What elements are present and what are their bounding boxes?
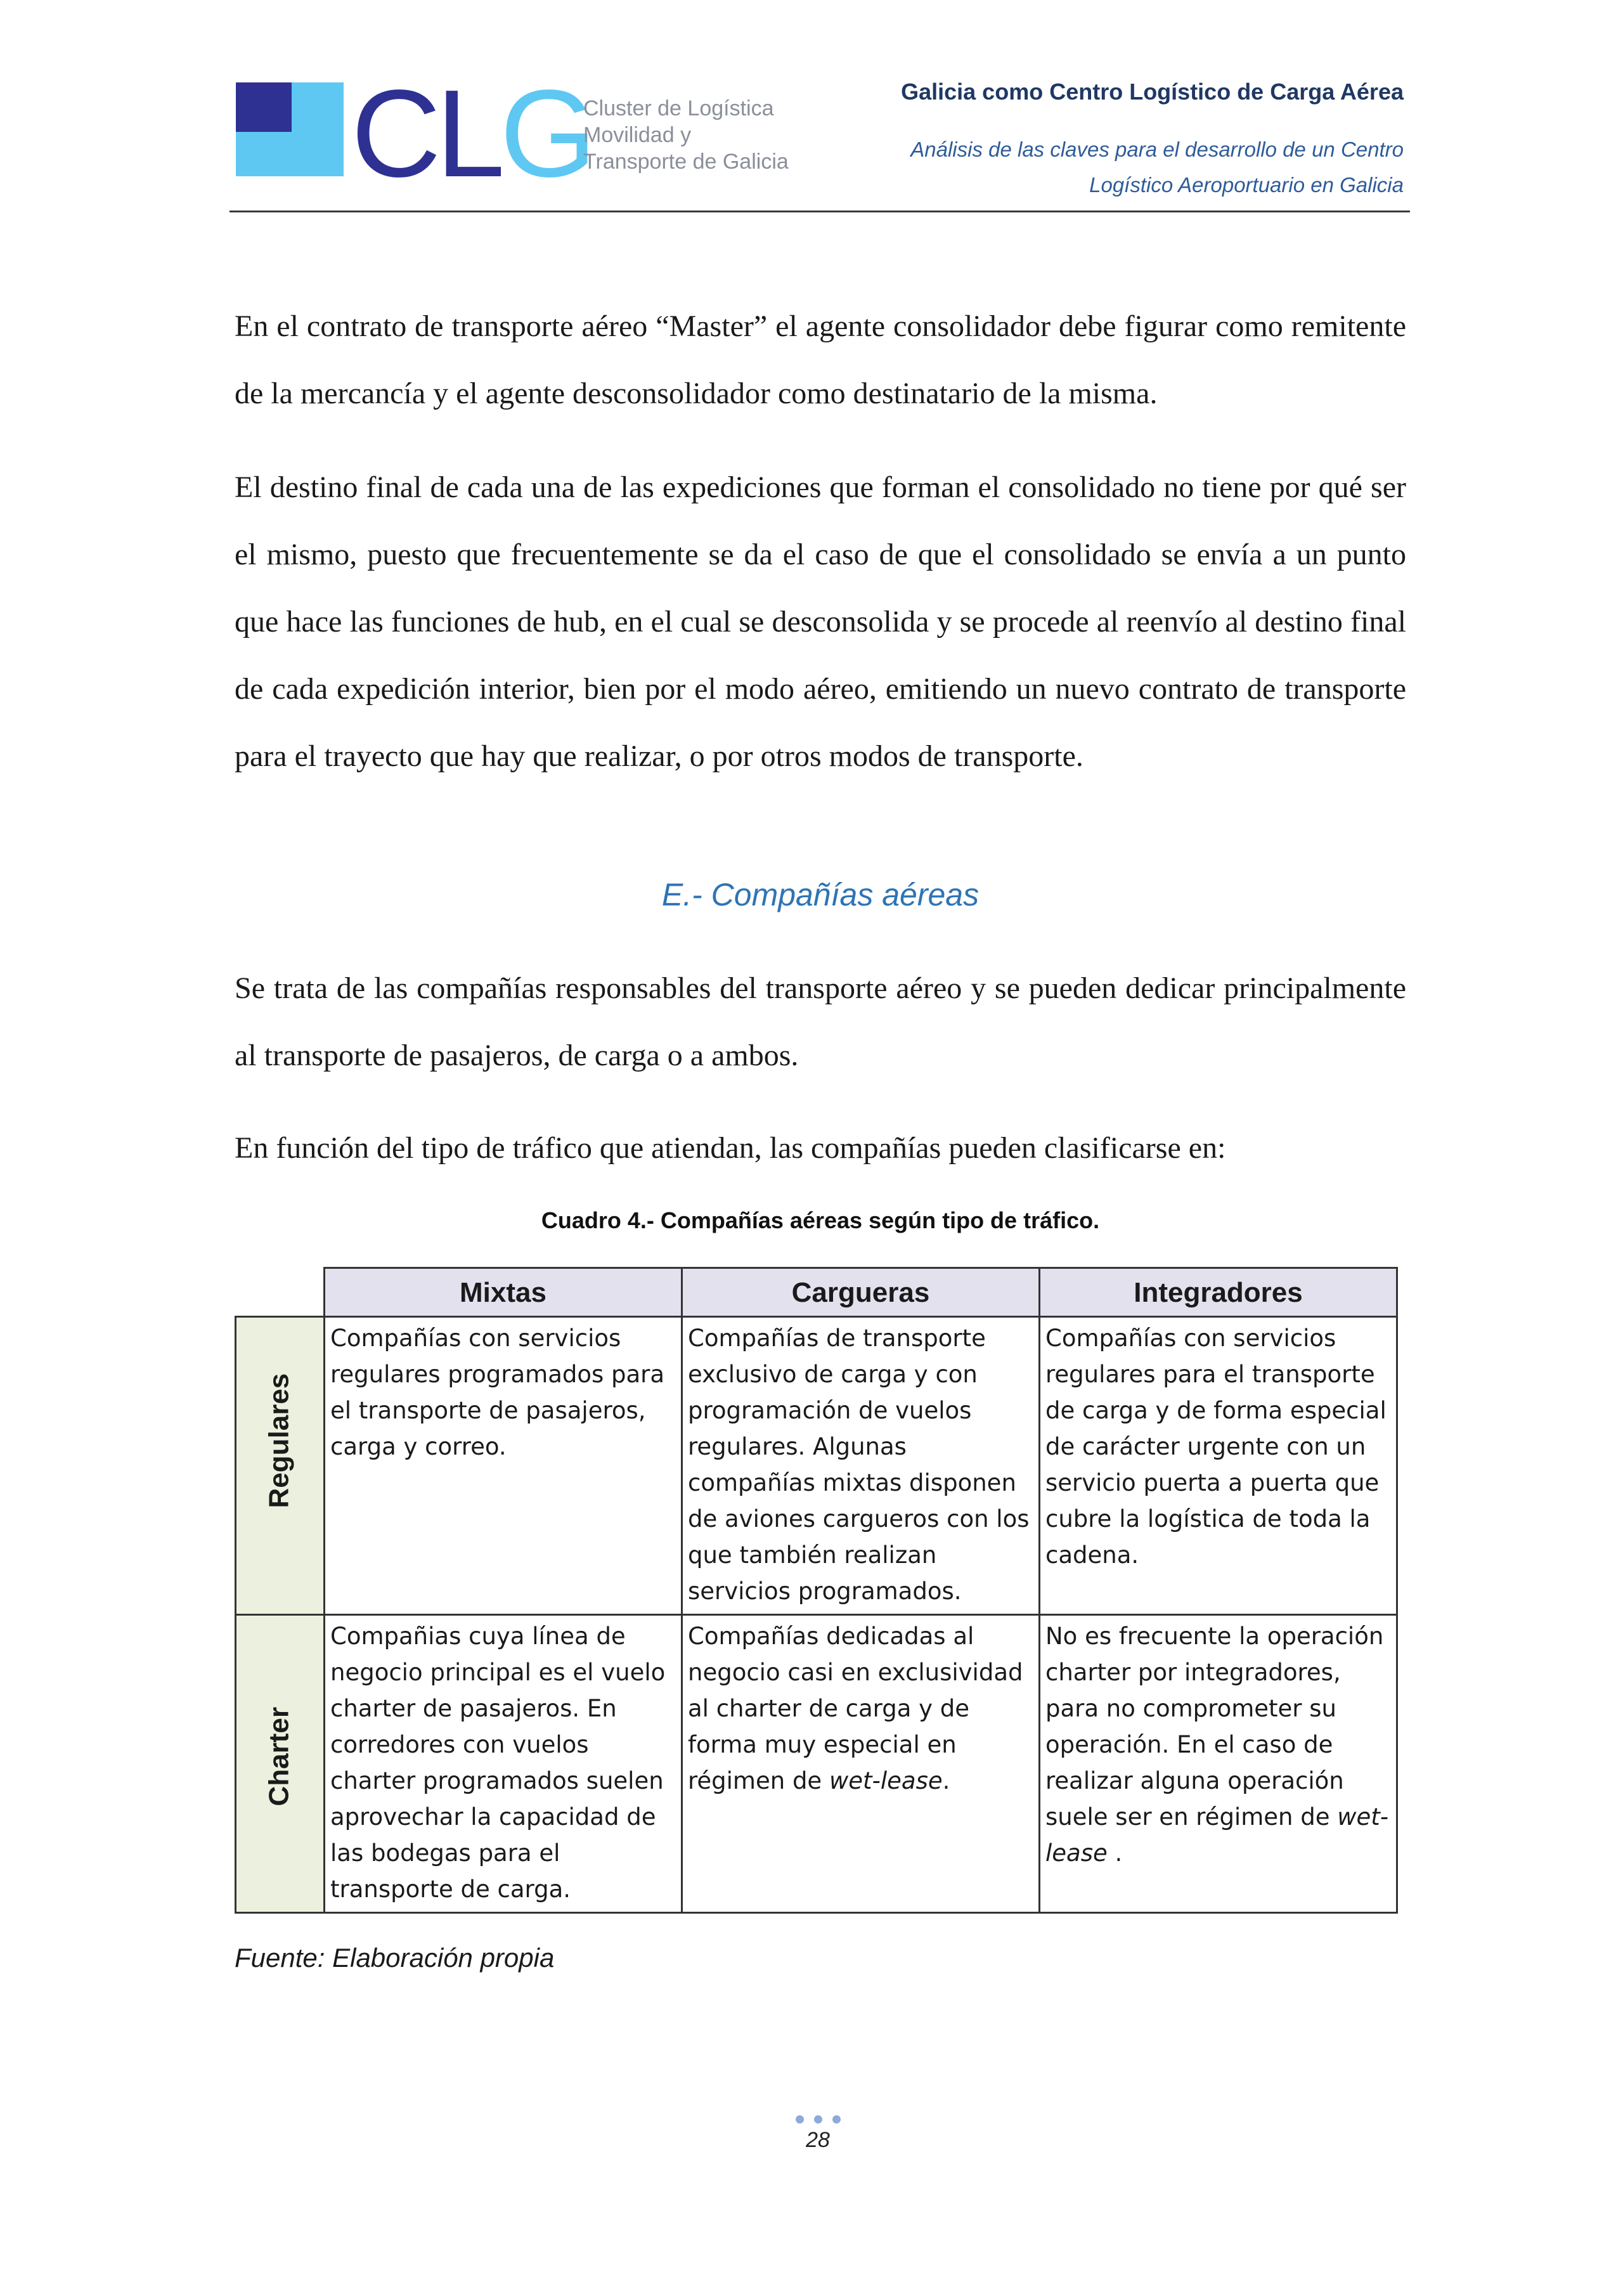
cell-regulares-cargueras: Compañías de transporte exclusivo de carga y con programación de vuelos regulares. Algunas compañías mixtas disponen de aviones cargueros con los que también realizan servicios programados. xyxy=(682,1317,1040,1615)
page-header xyxy=(230,76,1410,216)
logo-light-square-bottom xyxy=(236,132,292,176)
paragraph-master-contract: En el contrato de transporte aéreo “Master” el agente consolidador debe figurar como remitente de la mercancía y el agente desconsolidador como destinatario de la misma. xyxy=(235,309,1406,410)
paragraph-airlines: Se trata de las compañías responsables del transporte aéreo y se pueden dedicar principalmente al transporte de pasajeros, de carga o a ambos. xyxy=(235,971,1406,1072)
header-subtitle xyxy=(833,132,1404,203)
page-footer xyxy=(780,2115,856,2166)
logo-dark-square xyxy=(236,82,292,132)
cell-charter-integradores: No es frecuente la operación charter por integradores, para no comprometer su operación. En el caso de realizar alguna operación suele ser en régimen de wet-lease . xyxy=(1040,1615,1397,1913)
header-title: Galicia como Centro Logístico de Carga Aérea xyxy=(901,79,1404,105)
page-number: 28 xyxy=(806,2128,830,2152)
row-header-charter-label: Charter xyxy=(263,1707,295,1806)
footer-dot-icon xyxy=(832,2115,841,2124)
table-caption: Cuadro 4.- Compañías aéreas según tipo de tráfico. xyxy=(541,1207,1100,1233)
footer-dot-icon xyxy=(814,2115,822,2124)
header-divider xyxy=(230,211,1410,212)
airlines-table xyxy=(235,1267,1398,1914)
column-header-mixtas: Mixtas xyxy=(325,1268,682,1317)
table-row-charter xyxy=(236,1615,1397,1913)
section-heading: E.- Compañías aéreas xyxy=(661,877,980,912)
wet-lease-term: wet-lease xyxy=(829,1767,943,1794)
table-row-regulares xyxy=(236,1317,1397,1615)
cell-charter-mixtas: Compañias cuya línea de negocio principal es el vuelo charter de pasajeros. En corredores con vuelos charter programados suelen aprovechar la capacidad de las bodegas para el transporte de carga. xyxy=(325,1615,682,1913)
column-header-integradores: Integradores xyxy=(1040,1268,1397,1317)
cell-regulares-mixtas: Compañías con servicios regulares programados para el transporte de pasajeros, carga y correo. xyxy=(325,1317,682,1615)
logo-line-1: Cluster de Logística xyxy=(583,96,774,120)
row-header-regulares-label: Regulares xyxy=(263,1373,295,1508)
wet-lease-term: wet-lease xyxy=(1045,1803,1389,1867)
table-corner xyxy=(236,1268,325,1317)
cell-regulares-integradores: Compañías con servicios regulares para el transporte de carga y de forma especial de carácter urgente con un servicio puerta a puerta que cubre la logística de toda la cadena. xyxy=(1040,1317,1397,1615)
logo-light-square-right xyxy=(292,82,344,176)
table-header-row xyxy=(236,1268,1397,1317)
row-header-charter xyxy=(236,1615,325,1913)
paragraph-final-destination: El destino final de cada una de las expediciones que forman el consolidado no tiene por qué ser el mismo, puesto que frecuentemente se da el caso de que el consolidado se envía a un punto que hace las funciones de hub, en el cual se desconsolida y se procede al reenvío al destino final de cada expedición interior, bien por el modo aéreo, emitiendo un nuevo contrato de transporte para el trayecto que hay que realizar, o por otros modos de transporte. xyxy=(235,470,1406,773)
logo-letters: CLG xyxy=(351,76,592,187)
logo-line-3: Transporte de Galicia xyxy=(583,150,789,174)
header-subtitle-line-1: Análisis de las claves para el desarrollo de un Centro xyxy=(910,138,1404,161)
cell-charter-cargueras: Compañías dedicadas al negocio casi en exclusividad al charter de carga y de forma muy especial en régimen de wet-lease. xyxy=(682,1615,1040,1913)
clg-logo xyxy=(236,76,806,187)
paragraph-classification: En función del tipo de tráfico que atiendan, las compañías pueden clasificarse en: xyxy=(235,1131,1226,1165)
header-subtitle-line-2: Logístico Aeroportuario en Galicia xyxy=(1089,173,1404,197)
row-header-regulares xyxy=(236,1317,325,1615)
column-header-cargueras: Cargueras xyxy=(682,1268,1040,1317)
footer-dot-icon xyxy=(796,2115,804,2124)
table-source: Fuente: Elaboración propia xyxy=(235,1943,555,1973)
logo-line-2: Movilidad y xyxy=(583,123,692,147)
